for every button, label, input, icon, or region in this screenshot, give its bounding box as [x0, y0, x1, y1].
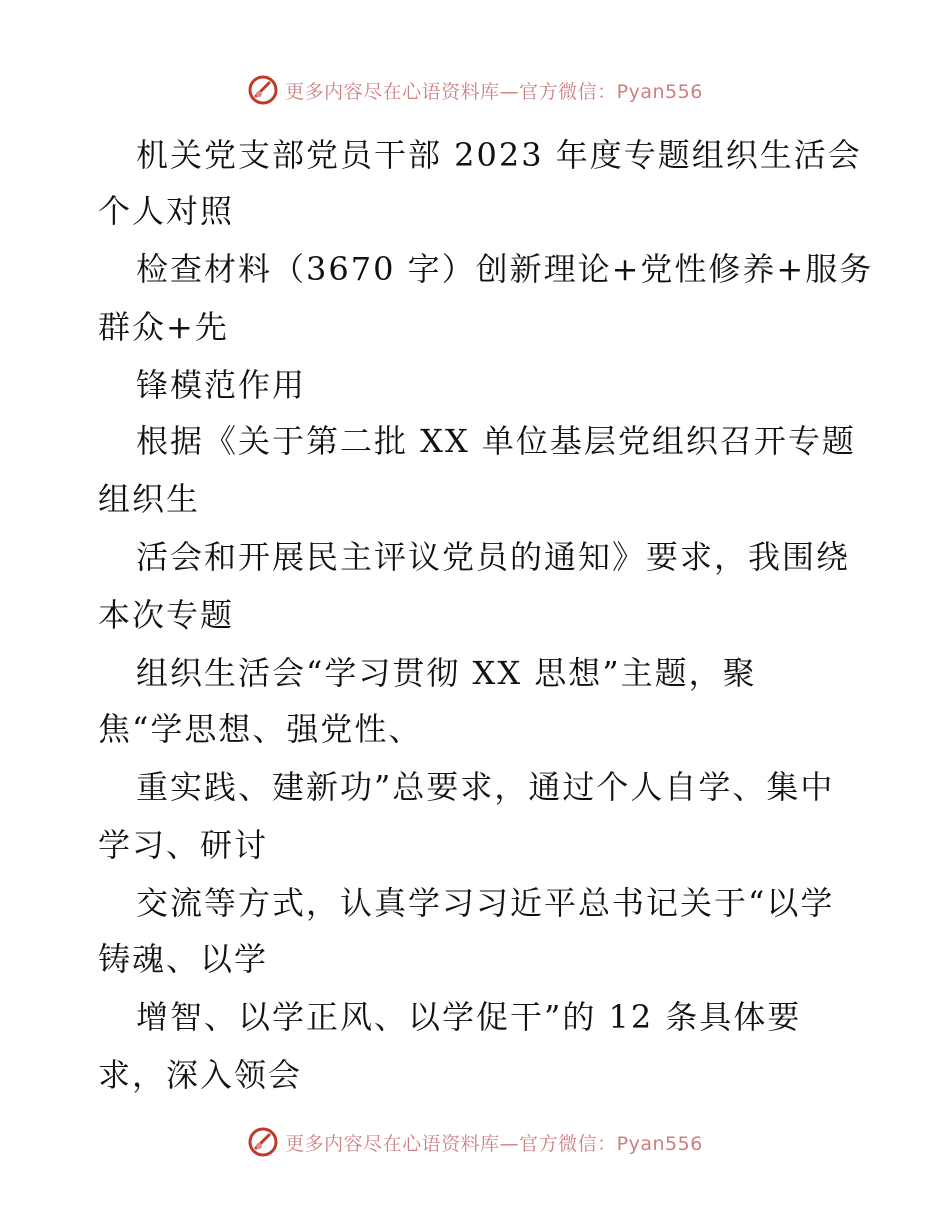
- body-line: 交流等方式，认真学习习近平总书记关于“以学: [136, 884, 835, 922]
- body-line: 根据《关于第二批 XX 单位基层党组织召开专题: [136, 422, 856, 460]
- body-line: 个人对照: [98, 192, 235, 230]
- body-line: 机关党支部党员干部 2023 年度专题组织生活会: [136, 136, 862, 174]
- body-line: 检查材料（3670 字）创新理论+党性修养+服务: [136, 250, 874, 288]
- header-watermark-text: 更多内容尽在心语资料库—官方微信：Pyan556: [285, 80, 703, 103]
- body-line: 组织生活会“学习贯彻 XX 思想”主题，聚: [136, 654, 757, 692]
- header-watermark-banner: [0, 70, 950, 110]
- body-line: 求，深入领会: [98, 1056, 303, 1094]
- footer-watermark-banner: [0, 1122, 950, 1162]
- body-line: 活会和开展民主评议党员的通知》要求，我围绕: [136, 538, 851, 576]
- footer-watermark-text: 更多内容尽在心语资料库—官方微信：Pyan556: [285, 1132, 703, 1155]
- body-line: 锋模范作用: [136, 366, 307, 404]
- body-line: 焦“学思想、强党性、: [98, 710, 423, 748]
- body-line: 组织生: [98, 480, 201, 518]
- body-line: 铸魂、以学: [98, 940, 269, 978]
- body-line: 本次专题: [98, 596, 235, 634]
- body-line: 群众+先: [98, 308, 229, 346]
- brand-logo-icon: [247, 74, 279, 106]
- body-line: 增智、以学正风、以学促干”的 12 条具体要: [136, 998, 802, 1036]
- brand-logo-icon: [247, 1126, 279, 1158]
- body-line: 学习、研讨: [98, 826, 269, 864]
- body-line: 重实践、建新功”总要求，通过个人自学、集中: [136, 768, 835, 806]
